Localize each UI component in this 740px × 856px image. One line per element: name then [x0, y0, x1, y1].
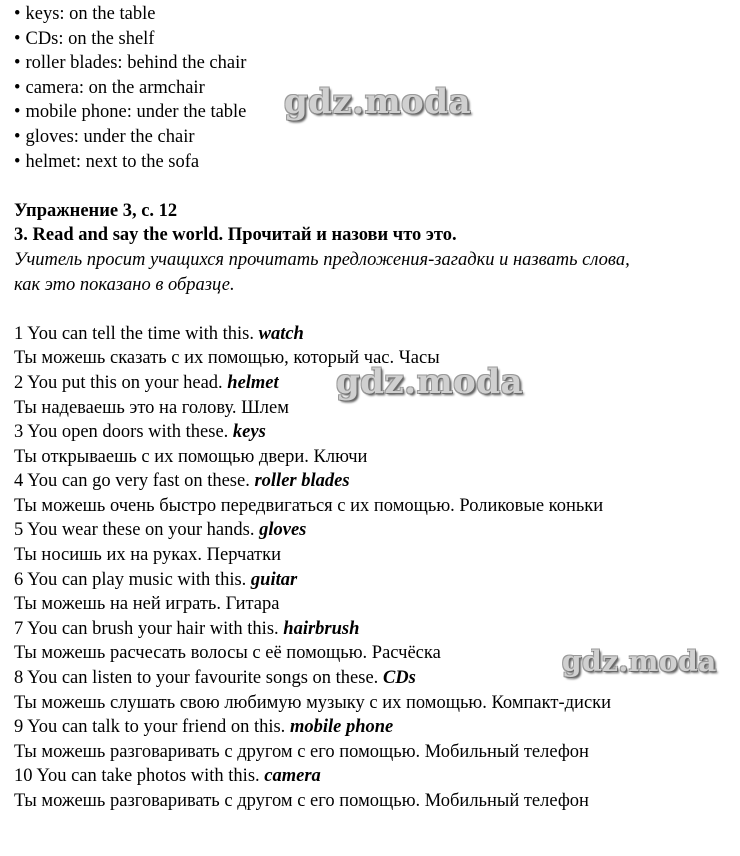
riddle-text: 1 You can tell the time with this.: [14, 323, 259, 344]
riddle-answer: watch: [258, 323, 304, 344]
riddle-translation: Ты можешь сказать с их помощью, который час. Часы: [14, 348, 440, 369]
riddle-translation: Ты можешь разговаривать с другом с его помощью. Мобильный телефон: [14, 741, 589, 762]
riddle-translation: Ты надеваешь это на голову. Шлем: [14, 397, 289, 418]
riddle-answer: gloves: [259, 520, 307, 541]
riddle-translation: Ты можешь очень быстро передвигаться с их помощью. Роликовые коньки: [14, 495, 604, 516]
riddle-english: [14, 715, 734, 740]
riddle-english: [14, 666, 734, 691]
exercise-instruction-line1: Учитель просит учащихся прочитать предложения-загадки и назвать слова,: [14, 249, 630, 270]
riddle-translation: Ты можешь на ней играть. Гитара: [14, 594, 280, 615]
exercise-instruction-line2: как это показано в образце.: [14, 274, 235, 295]
riddle-text: 7 You can brush your hair with this.: [14, 618, 284, 639]
riddle-text: 9 You can talk to your friend on this.: [14, 717, 290, 738]
location-list: [14, 2, 734, 174]
riddle-english: [14, 322, 734, 347]
riddle-english: [14, 617, 734, 642]
riddle-answer: mobile phone: [289, 717, 394, 738]
list-item: • mobile phone: under the table: [14, 100, 734, 125]
list-item: • keys: on the table: [14, 2, 734, 27]
riddle-english: [14, 568, 734, 593]
riddle-translation: Ты носишь их на руках. Перчатки: [14, 545, 282, 566]
spacer: [14, 174, 734, 199]
riddle-text: 4 You can go very fast on these.: [14, 471, 255, 492]
riddle-english: [14, 420, 734, 445]
riddle-translation: Ты открываешь с их помощью двери. Ключи: [14, 446, 368, 467]
riddle-list: [14, 322, 734, 814]
exercise-task: 3. Read and say the world. Прочитай и назови что это.: [14, 225, 457, 246]
riddle-answer: roller blades: [254, 471, 350, 492]
riddle-text: 8 You can listen to your favourite songs on these.: [14, 668, 383, 689]
riddle-english: [14, 518, 734, 543]
riddle-english: [14, 469, 734, 494]
list-item: • gloves: under the chair: [14, 125, 734, 150]
watermark: gdz.moda: [284, 82, 472, 122]
exercise-heading: Упражнение 3, с. 12: [14, 200, 178, 221]
riddle-answer: keys: [232, 422, 266, 443]
riddle-translation: Ты можешь разговаривать с другом с его помощью. Мобильный телефон: [14, 791, 589, 811]
riddle-answer: hairbrush: [283, 618, 360, 639]
riddle-answer: helmet: [227, 372, 279, 393]
riddle-text: 5 You wear these on your hands.: [14, 520, 260, 541]
riddle-answer: CDs: [382, 668, 416, 689]
list-item: • camera: on the armchair: [14, 76, 734, 101]
riddle-answer: guitar: [250, 569, 298, 590]
riddle-translation: Ты можешь слушать свою любимую музыку с их помощью. Компакт-диски: [14, 692, 612, 713]
list-item: • CDs: on the shelf: [14, 27, 734, 52]
riddle-english: [14, 362, 734, 402]
riddle-text: 3 You open doors with these.: [14, 422, 233, 443]
riddle-translation: Ты можешь расчесать волосы с её помощью. Расчёска: [14, 643, 441, 664]
watermark: gdz.moda: [562, 645, 717, 678]
list-item: • roller blades: behind the chair: [14, 51, 734, 76]
riddle-answer: camera: [264, 766, 321, 787]
list-item: • helmet: next to the sofa: [14, 150, 734, 175]
riddle-text: 10 You can take photos with this.: [14, 766, 265, 787]
riddle-text: 6 You can play music with this.: [14, 569, 251, 590]
riddle-english: [14, 764, 734, 789]
riddle-text: 2 You put this on your head.: [14, 372, 228, 393]
watermark: gdz.moda: [336, 362, 524, 402]
spacer: [14, 297, 734, 322]
document-page: [14, 2, 734, 814]
